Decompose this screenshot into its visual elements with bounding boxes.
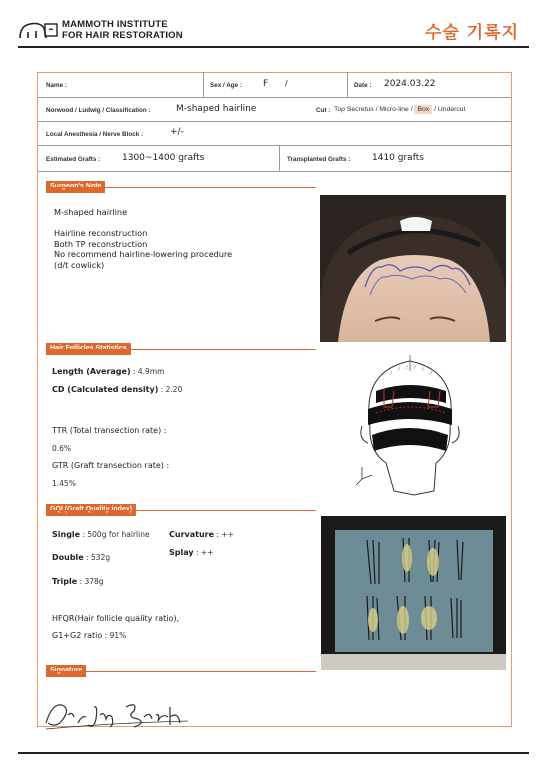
sex-age-separator: / [285, 79, 288, 88]
anesthesia-field[interactable]: +/- [170, 127, 184, 137]
cd-stat [52, 385, 182, 394]
org-name [62, 20, 183, 41]
transplanted-grafts-cell [280, 146, 511, 171]
mammoth-logo-icon [18, 18, 62, 42]
ttr-stat [52, 426, 166, 435]
surgeon-note-text [54, 207, 232, 270]
note-line: No recommend hairline-lowering procedure [54, 249, 233, 259]
note-line: Hairline reconstruction [54, 228, 148, 238]
cut-separator: / [375, 106, 378, 113]
gtr-value: 1.45% [52, 479, 76, 488]
splay-label: Splay [169, 548, 194, 557]
ttr-label: TTR (Total transection rate) [52, 426, 162, 435]
g1g2-label: G1+G2 ratio [52, 631, 103, 640]
single-stat [52, 530, 150, 539]
single-label: Single [52, 530, 81, 539]
transplanted-grafts-label: Transplanted Grafts : [287, 156, 351, 163]
sex-field[interactable]: F [263, 79, 269, 89]
double-value: : 532g [83, 553, 111, 562]
cut-options [334, 106, 465, 113]
double-stat [52, 553, 110, 562]
hairline-photo [320, 195, 506, 342]
sex-age-cell [204, 73, 348, 97]
cut-label: Cut : [316, 107, 331, 114]
name-label: Name : [46, 82, 67, 89]
ttr-colon: : [161, 426, 167, 435]
form-row-identity [38, 73, 511, 98]
org-name-line2: FOR HAIR RESTORATION [62, 29, 183, 41]
record-form [37, 72, 512, 727]
gqi-rule [46, 510, 316, 511]
cd-label: CD (Calculated density) [52, 385, 159, 394]
estimated-grafts-cell [38, 146, 280, 171]
single-value: : 500g for hairline [80, 530, 150, 539]
length-label: Length (Average) [52, 367, 131, 376]
length-stat [52, 367, 164, 376]
header-rule [18, 46, 529, 48]
classification-label: Norwood / Ludwig / Classification : [46, 107, 151, 114]
note-line: M-shaped hairline [54, 207, 128, 217]
gtr-stat [52, 461, 169, 470]
double-label: Double [52, 553, 84, 562]
ttr-value: 0.6% [52, 444, 72, 453]
follicles-rule [46, 349, 316, 350]
gtr-colon: : [163, 461, 170, 470]
note-line: Both TP reconstruction [54, 238, 148, 249]
length-value: : 4.9mm [130, 367, 165, 376]
transplanted-grafts-field[interactable]: 1410 grafts [372, 153, 424, 163]
anesthesia-label: Local Anesthesia / Nerve Block : [46, 131, 144, 138]
triple-stat [52, 577, 104, 586]
date-field[interactable]: 2024.03.22 [384, 79, 436, 89]
cut-option-top-secretus[interactable]: Top Secretus [334, 106, 374, 113]
sex-age-label: Sex / Age : [210, 82, 242, 89]
cut-separator: / [410, 106, 413, 113]
triple-label: Triple [52, 577, 78, 586]
cut-separator: / [434, 106, 436, 113]
note-line: (d/t cowlick) [54, 259, 105, 270]
org-name-line1: MAMMOTH INSTITUTE [62, 19, 168, 30]
hfqr-line: HFQR(Hair follicle quality ratio), [52, 614, 180, 623]
date-cell [348, 73, 511, 97]
form-row-anesthesia [38, 122, 511, 146]
curvature-label: Curvature [169, 530, 215, 539]
graft-photo [321, 516, 506, 670]
name-cell [38, 73, 204, 97]
cd-value: : 2.20 [158, 385, 183, 394]
cut-option-box[interactable]: Box [414, 105, 432, 114]
triple-value: : 378g [77, 577, 104, 586]
note-line [54, 218, 232, 229]
g1g2-value: : 91% [102, 631, 127, 640]
curvature-stat [169, 530, 234, 539]
form-row-grafts [38, 146, 511, 172]
signature-image [42, 697, 192, 731]
splay-stat [169, 548, 213, 557]
head-diagram [354, 351, 466, 499]
gtr-label: GTR (Graft transection rate) [52, 461, 164, 470]
signature-rule [46, 671, 316, 672]
date-label: Date : [354, 82, 372, 89]
estimated-grafts-label: Estimated Grafts : [46, 156, 101, 163]
classification-field[interactable]: M-shaped hairline [176, 104, 257, 114]
estimated-grafts-field[interactable]: 1300~1400 grafts [122, 153, 205, 163]
splay-value: : ++ [193, 548, 214, 557]
surgeon-note-rule [46, 187, 316, 188]
curvature-value: : ++ [214, 530, 234, 539]
document-title: 수술 기록지 [424, 23, 519, 43]
form-row-classification [38, 98, 511, 122]
g1g2-stat [52, 631, 126, 640]
cut-option-undercut[interactable]: Undercut [437, 106, 466, 113]
footer-rule [18, 752, 529, 754]
cut-option-micro-line[interactable]: Micro-line [379, 106, 409, 113]
